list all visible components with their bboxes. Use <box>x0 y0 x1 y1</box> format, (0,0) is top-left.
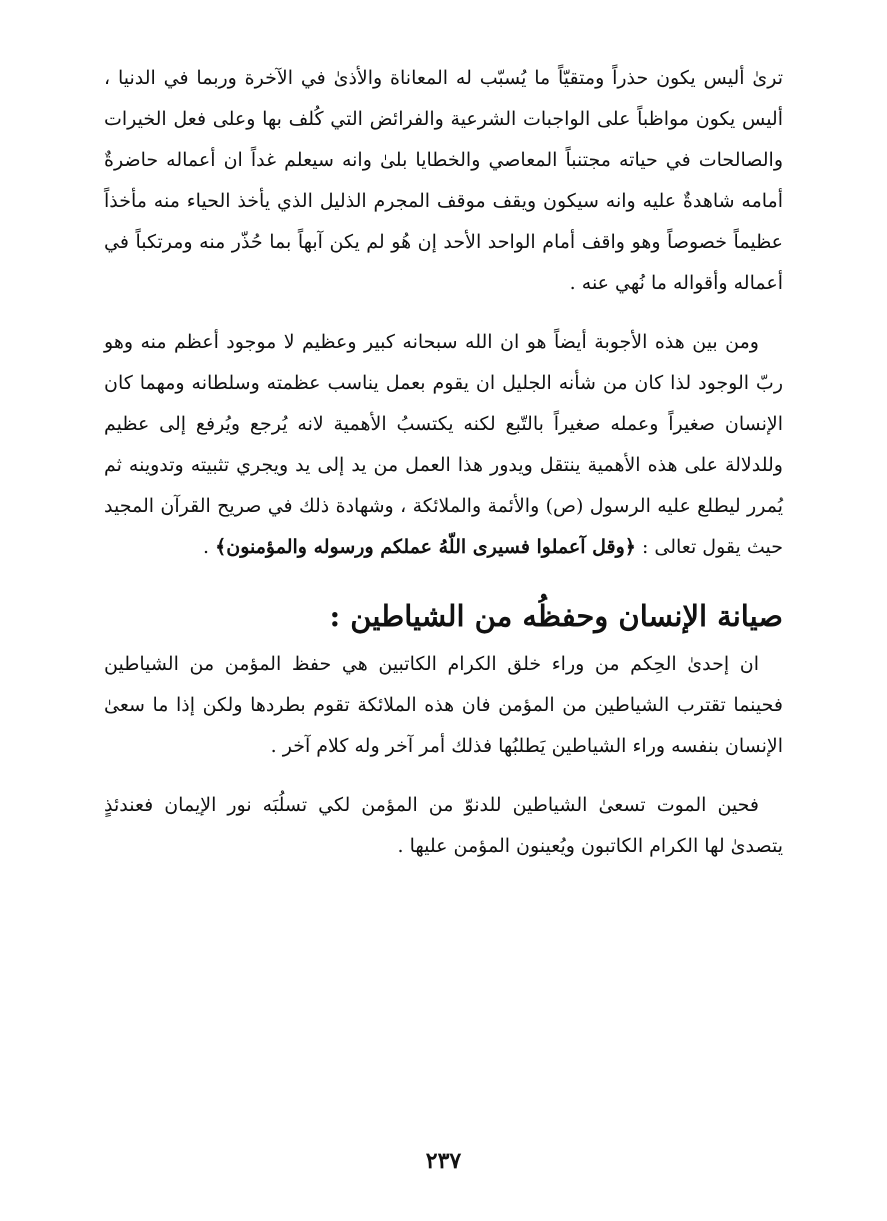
paragraph-4: فحين الموت تسعىٰ الشياطين للدنوّ من المؤمن لكي تسلُبَه نور الإيمان فعندئذٍ يتصدىٰ لها الكرام الكاتبون ويُعينون المؤمن عليها . <box>104 794 783 857</box>
paragraph-3: ان إحدىٰ الحِكم من وراء خلق الكرام الكاتبين هي حفظ المؤمن من الشياطين فحينما تقترب الشياطين من المؤمن فان هذه الملائكة تقوم بطردها ولكن إذا ما سعىٰ الإنسان بنفسه وراء الشياطين يَطلبُها فذلك أمر آخر وله كلام آخر . <box>104 653 783 757</box>
section-heading: صيانة الإنسان وحفظُه من الشياطين : <box>329 599 783 633</box>
paragraph-1: ترىٰ أليس يكون حذراً ومتقيّاً ما يُسبّب له المعاناة والأذىٰ في الآخرة وربما في الدنيا ، أليس يكون مواظباً على الواجبات الشرعية والفرائض التي كُلف بها وعلى فعل الخيرات والصالحات في حياته مجتنباً المعاصي والخطايا بلىٰ وانه سيعلم غداً ان أعماله حاضرةٌ أمامه شاهدةٌ عليه وانه سيكون ويقف موقف المجرم الذليل الذي يأخذ الحياء منه مأخذاً عظيماً خصوصاً وهو واقف أمام الواحد الأحد إن هُو لم يكن آبهاً بما حُذّر منه ومرتكباً في أعماله وأقواله ما نُهي عنه . <box>104 67 783 294</box>
page-number: ٢٣٧ <box>425 1148 462 1174</box>
paragraph-2-end: . <box>203 536 216 558</box>
quran-verse: ﴿وقل آعملوا فسيرى اللّهُ عملكم ورسوله والمؤمنون﴾ <box>215 536 636 558</box>
body-text <box>104 58 783 867</box>
paragraph-2 <box>104 322 783 568</box>
paragraph-2-text: ومن بين هذه الأجوبة أيضاً هو ان الله سبحانه كبير وعظيم لا موجود أعظم منه وهو ربّ الوجود لذا كان من شأنه الجليل ان يقوم بعمل يناسب عظمته وسلطانه ومهما كان الإنسان صغيراً وعمله صغيراً بالتّبع لكنه يكتسبُ الأهمية لانه يُرجع ويُرفع إلى عظيم وللدلالة على هذه الأهمية ينتقل ويدور هذا العمل من يد إلى يد ويجري تثبيته وتدوينه ثم يُمرر ليطلع عليه الرسول (ص) والأئمة والملائكة ، وشهادة ذلك في صريح القرآن المجيد حيث يقول تعالى : <box>104 331 783 558</box>
